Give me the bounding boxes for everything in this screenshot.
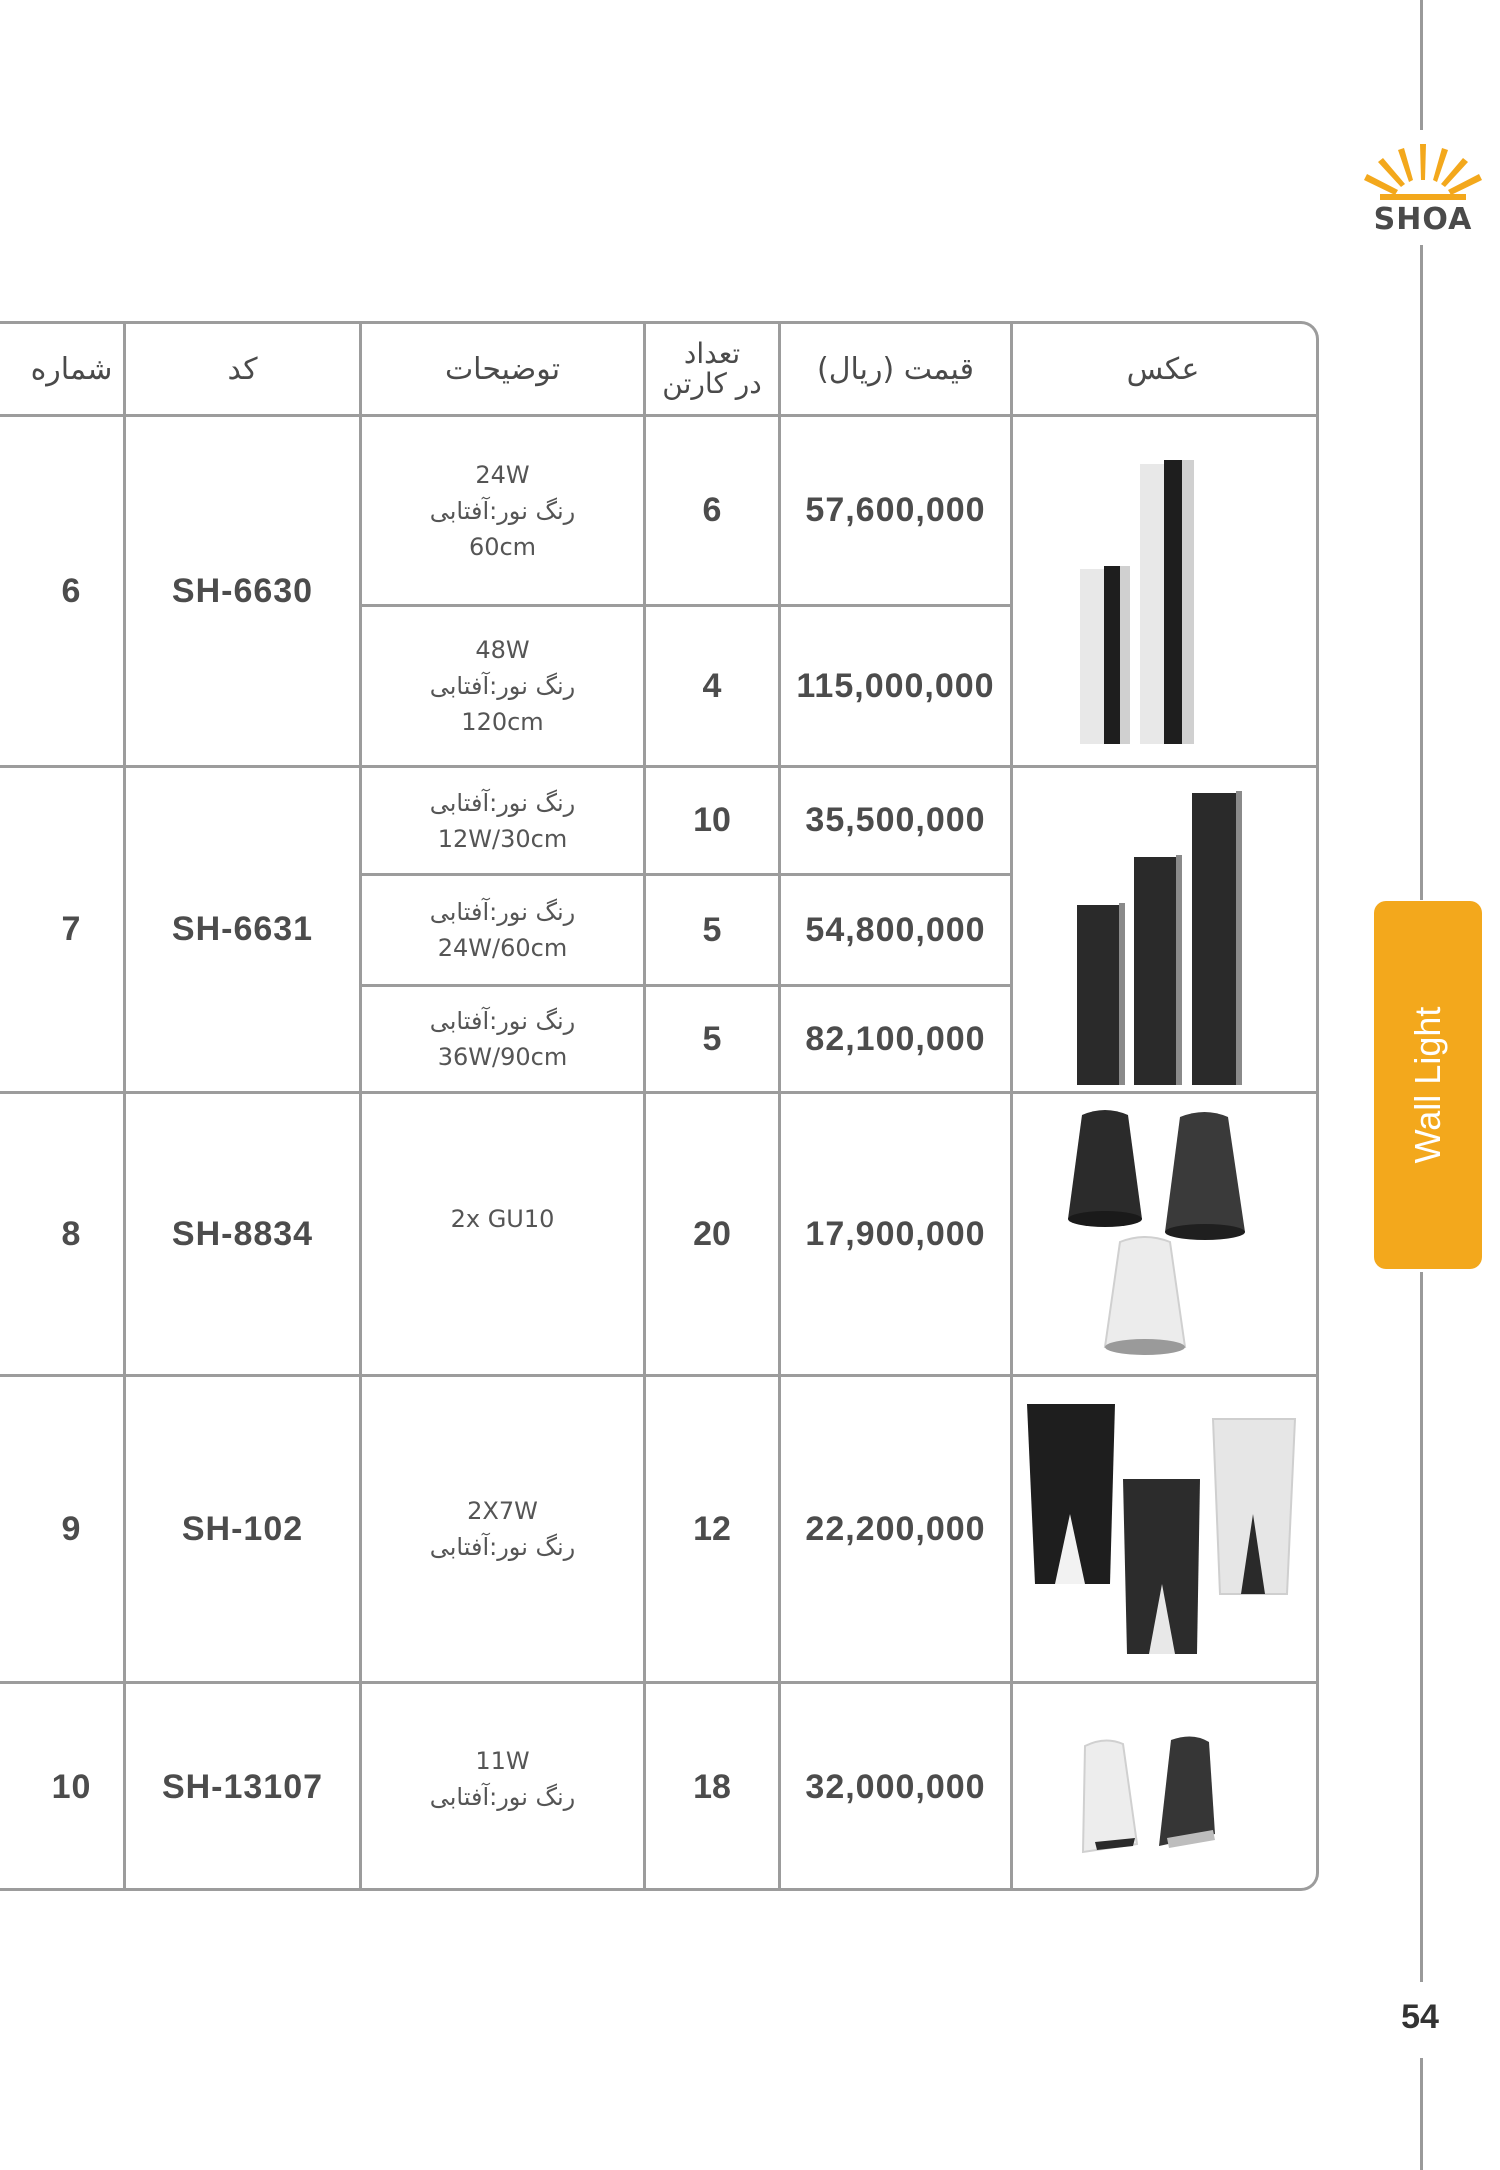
product-code[interactable]: SH-13107 xyxy=(161,1768,324,1806)
product-description xyxy=(362,1094,643,1344)
desc-line: 2x GU10 xyxy=(450,1205,555,1233)
product-description xyxy=(362,1684,643,1874)
row-number: 8 xyxy=(61,1214,82,1253)
desc-line: 11W xyxy=(475,1747,530,1775)
sun-icon xyxy=(1358,140,1488,204)
header-qty-line2: در کارتن xyxy=(662,367,762,400)
wall-light-prism-icon xyxy=(1025,1394,1310,1664)
desc-line: رنگ نور:آفتابی xyxy=(429,1533,576,1561)
price: 54,800,000 xyxy=(805,910,986,949)
desc-line: 12W/30cm xyxy=(437,824,568,853)
carton-qty: 6 xyxy=(702,491,722,529)
carton-qty: 18 xyxy=(693,1768,731,1806)
rail-line-top xyxy=(1420,0,1423,130)
row-number: 9 xyxy=(61,1509,82,1548)
header-description: توضیحات xyxy=(444,351,561,387)
header-code: کد xyxy=(227,351,258,387)
header-number: شماره xyxy=(30,351,113,387)
desc-line: 2X7W xyxy=(467,1497,538,1525)
product-code[interactable]: SH-102 xyxy=(181,1509,304,1548)
carton-qty: 4 xyxy=(702,666,722,705)
header-qty-line1: تعداد xyxy=(683,337,741,370)
rail-line-low xyxy=(1420,1272,1423,1982)
row-number: 10 xyxy=(51,1768,92,1806)
price: 115,000,000 xyxy=(796,666,995,705)
wall-light-wedge-icon xyxy=(1075,1734,1235,1864)
row-number: 7 xyxy=(61,910,82,948)
header-qty xyxy=(646,324,778,414)
price: 35,500,000 xyxy=(805,801,986,839)
desc-line: رنگ نور:آفتابی xyxy=(429,788,576,817)
desc-line: رنگ نور:آفتابی xyxy=(429,1783,576,1811)
price: 32,000,000 xyxy=(805,1768,986,1806)
desc-line: 48W xyxy=(475,636,530,664)
section-tab-label: Wall Light xyxy=(1407,1006,1448,1164)
product-description xyxy=(362,768,643,873)
desc-line: رنگ نور:آفتابی xyxy=(429,672,576,700)
product-description xyxy=(362,876,643,984)
section-tab-wall-light[interactable] xyxy=(1374,901,1482,1269)
carton-qty: 12 xyxy=(693,1509,731,1548)
header-image: عکس xyxy=(1126,351,1200,387)
desc-line: 60cm xyxy=(468,532,537,561)
desc-line: 36W/90cm xyxy=(437,1043,568,1071)
brand-logo xyxy=(1358,140,1488,240)
carton-qty: 20 xyxy=(693,1214,731,1253)
price: 22,200,000 xyxy=(805,1509,986,1548)
desc-line: 24W/60cm xyxy=(437,934,568,962)
carton-qty: 10 xyxy=(693,801,731,839)
page-number: 54 xyxy=(1401,1998,1439,2036)
wall-light-bar-trio-icon xyxy=(1077,785,1267,1085)
product-code[interactable]: SH-6630 xyxy=(171,571,314,610)
product-code[interactable]: SH-6631 xyxy=(171,910,314,948)
desc-line: رنگ نور:آفتابی xyxy=(429,496,576,525)
product-price-table xyxy=(0,321,1319,1891)
carton-qty: 5 xyxy=(702,1019,722,1058)
product-description xyxy=(362,987,643,1091)
wall-light-bar-pair-icon xyxy=(1080,454,1230,744)
desc-line: رنگ نور:آفتابی xyxy=(429,1007,576,1035)
product-description xyxy=(362,1377,643,1681)
price: 82,100,000 xyxy=(805,1019,986,1058)
price: 57,600,000 xyxy=(805,491,986,529)
carton-qty: 5 xyxy=(702,910,722,949)
row-number: 6 xyxy=(61,571,82,610)
wall-light-cone-icon xyxy=(1060,1107,1270,1362)
price: 17,900,000 xyxy=(805,1214,986,1253)
header-price: قیمت (ریال) xyxy=(817,351,974,387)
rail-line-mid xyxy=(1420,245,1423,900)
brand-name: SHOA xyxy=(1373,202,1473,237)
desc-line: رنگ نور:آفتابی xyxy=(429,898,576,926)
product-code[interactable]: SH-8834 xyxy=(171,1214,314,1253)
product-description xyxy=(362,607,643,765)
desc-line: 120cm xyxy=(461,708,544,736)
product-description xyxy=(362,417,643,604)
desc-line: 24W xyxy=(475,460,530,489)
col-divider xyxy=(1010,324,1013,1891)
rail-line-bottom xyxy=(1420,2058,1423,2170)
